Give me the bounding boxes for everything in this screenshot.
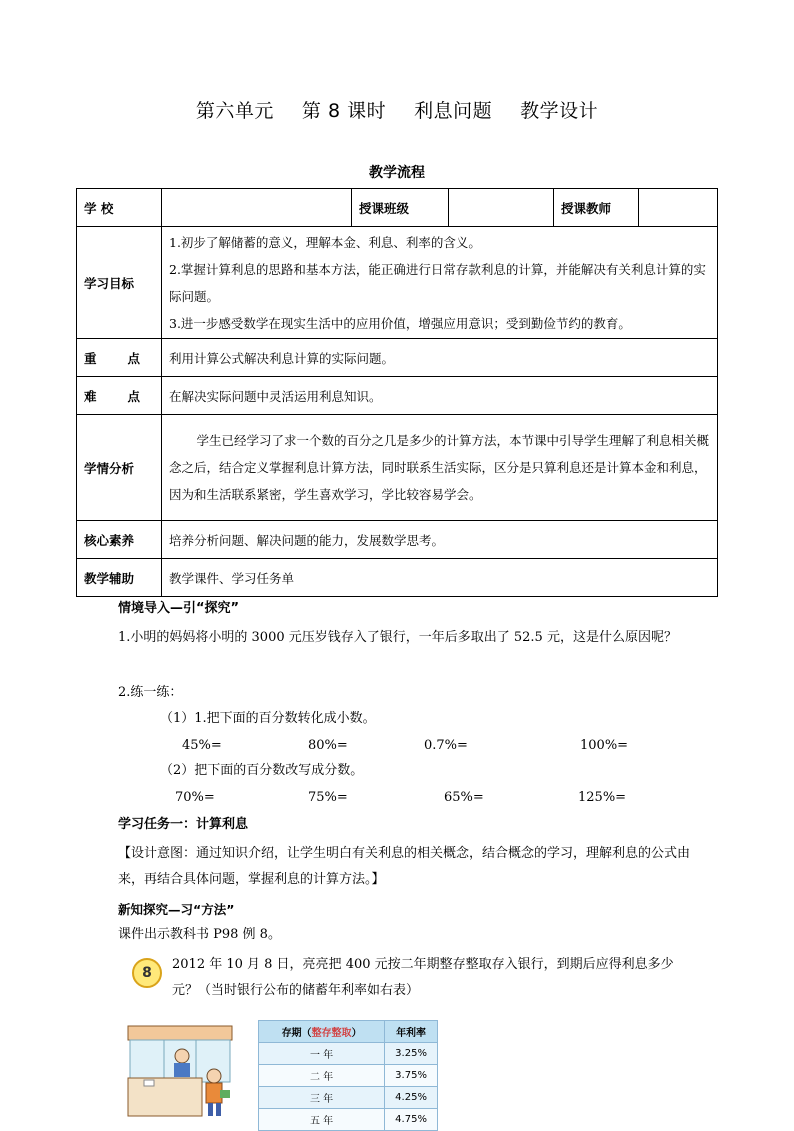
table-row xyxy=(259,1043,438,1065)
rate-term: 五 年 xyxy=(259,1109,385,1131)
table-row xyxy=(77,559,718,597)
task-heading: 学习任务一：计算利息 xyxy=(118,817,249,832)
table-row xyxy=(259,1087,438,1109)
analysis-label: 学情分析 xyxy=(77,415,162,521)
analysis-content xyxy=(162,415,718,521)
lesson-plan-table xyxy=(76,188,718,597)
goal-item: 2.掌握计算利息的思路和基本方法，能正确进行日常存款利息的计算，并能解决有关利息计算的实际问题。 xyxy=(169,261,706,304)
exercise-item: 45%= xyxy=(182,738,222,753)
flow-title: 教学流程 xyxy=(369,165,425,181)
design-intent: 【设计意图：通过知识介绍，让学生明白有关利息的相关概念，结合概念的学习，理解利息的公式由来，再结合具体问题，掌握利息的计算方法。】 xyxy=(118,846,691,887)
question-2: 2.练一练： xyxy=(118,685,183,700)
table-row xyxy=(77,521,718,559)
intro-heading: 情境导入—引“探究” xyxy=(118,601,240,616)
table-row xyxy=(77,415,718,521)
new-knowledge-heading: 新知探究—习“方法” xyxy=(118,902,235,917)
rate-value: 4.75% xyxy=(385,1109,438,1131)
rate-term: 二 年 xyxy=(259,1065,385,1087)
difficult-label: 难 点 xyxy=(77,377,162,415)
rate-header-term: 存期（整存整取） xyxy=(259,1021,385,1043)
rate-header-rate: 年利率 xyxy=(385,1021,438,1043)
key-content: 利用计算公式解决利息计算的实际问题。 xyxy=(162,339,718,377)
core-label: 核心素养 xyxy=(77,521,162,559)
table-row xyxy=(77,189,718,227)
teacher-label: 授课教师 xyxy=(554,189,639,227)
core-content: 培养分析问题、解决问题的能力，发展数学思考。 xyxy=(162,521,718,559)
goals-label: 学习目标 xyxy=(77,227,162,339)
example-text: 2012 年 10 月 8 日，亮亮把 400 元按二年期整存整取存入银行，到期后应得利息多少元？（当时银行公布的储蓄年利率如右表） xyxy=(172,957,674,998)
table-row xyxy=(77,339,718,377)
exercise-item: 80%= xyxy=(308,738,348,753)
title-unit: 第六单元 xyxy=(195,100,274,122)
exercise-item: 65%= xyxy=(444,790,484,805)
school-value xyxy=(162,189,352,227)
rate-term: 一 年 xyxy=(259,1043,385,1065)
example-number-badge: 8 xyxy=(132,958,162,988)
exercise-item: 70%= xyxy=(175,790,215,805)
exercise-item: 100%= xyxy=(580,738,629,753)
rate-term: 三 年 xyxy=(259,1087,385,1109)
interest-rate-table xyxy=(258,1020,438,1131)
page-title xyxy=(0,96,794,123)
class-label: 授课班级 xyxy=(352,189,449,227)
subtask-1: （1）1.把下面的百分数转化成小数。 xyxy=(160,711,376,726)
exercise-item: 75%= xyxy=(308,790,348,805)
rate-value: 4.25% xyxy=(385,1087,438,1109)
aids-label: 教学辅助 xyxy=(77,559,162,597)
table-row xyxy=(77,377,718,415)
goals-content xyxy=(162,227,718,339)
school-label: 学 校 xyxy=(77,189,162,227)
exercise-item: 125%= xyxy=(578,790,627,805)
goal-item: 1.初步了解储蓄的意义，理解本金、利息、利率的含义。 xyxy=(169,234,481,250)
exercise-item: 0.7%= xyxy=(424,738,468,753)
table-row xyxy=(259,1065,438,1087)
courseware-note: 课件出示教科书 P98 例 8。 xyxy=(118,927,281,942)
title-topic: 利息问题 xyxy=(414,100,493,122)
rate-value: 3.25% xyxy=(385,1043,438,1065)
question-1: 1.小明的妈妈将小明的 3000 元压岁钱存入了银行，一年后多取出了 52.5 元，这是什么原因呢？ xyxy=(118,630,677,645)
title-lesson: 第 8 课时 xyxy=(301,100,387,122)
analysis-text: 学生已经学习了求一个数的百分之几是多少的计算方法，本节课中引导学生理解了利息相关概念之后，结合定义掌握利息计算方法，同时联系生活实际，区分是只算利息还是计算本金和利息，因为和生活联系紧密，学生喜欢学习，学比较容易学会。 xyxy=(169,433,710,502)
table-row xyxy=(77,227,718,339)
rate-value: 3.75% xyxy=(385,1065,438,1087)
key-label: 重 点 xyxy=(77,339,162,377)
table-row xyxy=(259,1109,438,1131)
class-value xyxy=(449,189,554,227)
teacher-value xyxy=(639,189,718,227)
bank-counter-illustration xyxy=(124,1018,234,1118)
table-row xyxy=(259,1021,438,1043)
aids-content: 教学课件、学习任务单 xyxy=(162,559,718,597)
goal-item: 3.进一步感受数学在现实生活中的应用价值，增强应用意识；受到勤俭节约的教育。 xyxy=(169,315,631,331)
subtask-2: （2）把下面的百分数改写成分数。 xyxy=(160,763,364,778)
title-type: 教学设计 xyxy=(520,100,599,122)
difficult-content: 在解决实际问题中灵活运用利息知识。 xyxy=(162,377,718,415)
